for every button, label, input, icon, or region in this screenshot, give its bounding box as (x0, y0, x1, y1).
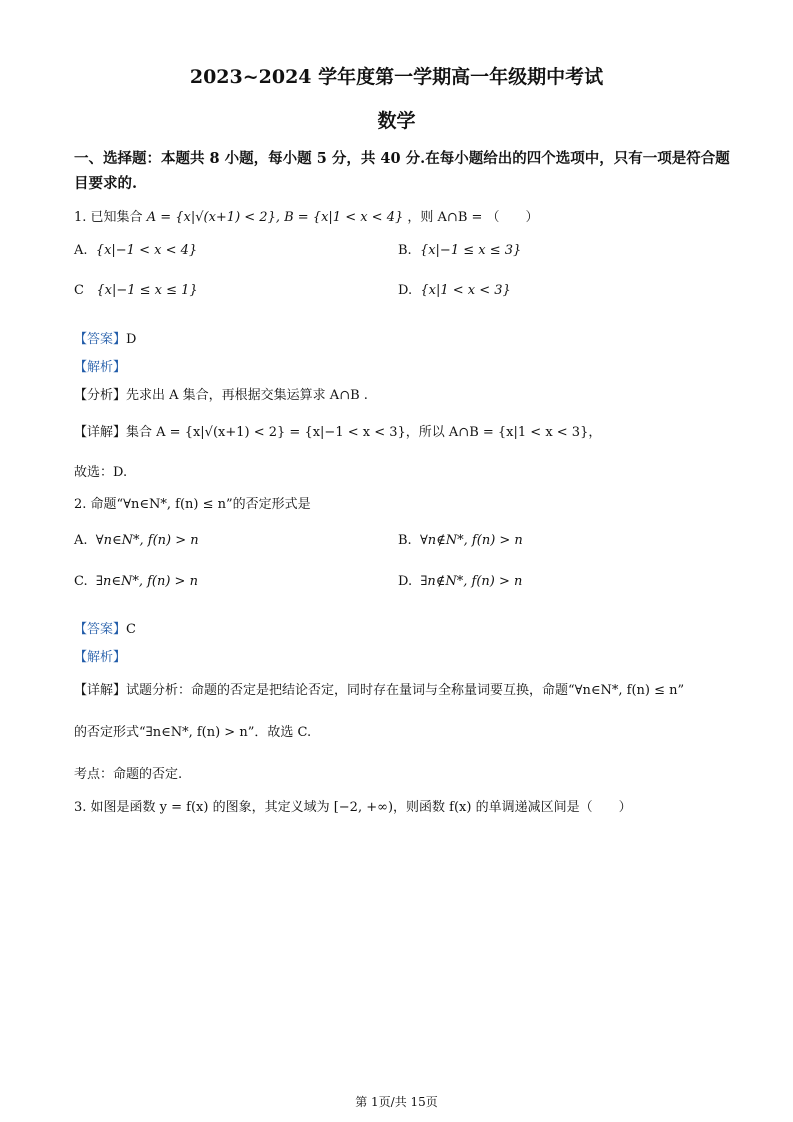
fenxi-tag: 【分析】 (74, 388, 127, 403)
q1-option-d (398, 283, 511, 298)
q2-detail-line2: 的否定形式“∃n∈N*, f(n) > n”．故选 C. (74, 725, 312, 740)
answer-value: C (126, 622, 136, 637)
q2-analysis-tag: 【解析】 (74, 650, 127, 665)
answer-tag: 【答案】 (74, 622, 127, 637)
detail-text: 试题分析：命题的否定是把结论否定，同时存在量词与全称量词要互换，命题“∀n∈N*, f(n) ≤ n” (126, 683, 685, 698)
q2-stem: 2. 命题“∀n∈N*, f(n) ≤ n”的否定形式是 (74, 497, 311, 512)
option-text: ∀n∉N*, f(n) > n (419, 533, 523, 548)
option-text: {x|−1 ≤ x ≤ 3} (419, 243, 522, 258)
exam-title: 2023~2024 学年度第一学期高一年级期中考试 (189, 66, 604, 88)
q2-detail-line1 (74, 679, 684, 698)
q2-kaodian: 考点：命题的否定. (74, 767, 183, 782)
q3-stem: 3. 如图是函数 y = f(x) 的图象，其定义域为 [−2, +∞)，则函数 f(x) 的单调递减区间是（ ） (74, 800, 632, 815)
detail-text: 集合 A = {x|√(x+1) < 2} = {x|−1 < x < 3}，所以 A∩B = {x|1 < x < 3}， (126, 425, 602, 440)
fenxi-text: 先求出 A 集合，再根据交集运算求 A∩B . (126, 388, 368, 403)
option-letter: A. (74, 243, 88, 258)
q1-option-c (74, 283, 198, 298)
option-text: ∀n∈N*, f(n) > n (95, 533, 199, 548)
q1-analysis-tag: 【解析】 (74, 360, 127, 375)
q1-stem (74, 206, 539, 225)
q1-fenxi (74, 384, 368, 403)
detail-tag: 【详解】 (74, 425, 127, 440)
q1-option-b (398, 243, 521, 258)
q2-option-b (398, 533, 523, 548)
option-text: ∃n∈N*, f(n) > n (95, 574, 198, 589)
option-letter: C. (74, 574, 88, 589)
subject-title: 数学 (377, 110, 416, 132)
answer-tag: 【答案】 (74, 332, 127, 347)
option-text: {x|−1 ≤ x ≤ 1} (96, 283, 198, 298)
option-letter: B. (398, 533, 412, 548)
q1-option-a (74, 243, 197, 258)
section-header: 一、选择题：本题共 8 小题，每小题 5 分，共 40 分.在每小题给出的四个选项中，只有一项是符合题目要求的. (74, 150, 730, 192)
option-letter: D. (398, 574, 413, 589)
q1-conclusion: 故选：D. (74, 465, 128, 480)
option-letter: A. (74, 533, 88, 548)
q2-option-d (398, 574, 522, 589)
option-text: ∃n∉N*, f(n) > n (420, 574, 523, 589)
detail-tag: 【详解】 (74, 683, 127, 698)
q1-detail (74, 421, 601, 440)
q1-stem-prefix: 1. 已知集合 (74, 210, 143, 225)
q1-stem-math: A = {x|√(x+1) < 2}, B = {x|1 < x < 4} (146, 210, 404, 225)
option-letter: C (74, 283, 84, 298)
option-text: {x|−1 < x < 4} (95, 243, 198, 258)
page-footer: 第 1页/共 15页 (355, 1095, 438, 1109)
q1-answer (74, 328, 136, 347)
q1-stem-suffix: ，则 A∩B = （ ） (407, 210, 539, 225)
q2-option-c (74, 574, 198, 589)
q2-answer (74, 618, 136, 637)
option-text: {x|1 < x < 3} (420, 283, 511, 298)
q2-option-a (74, 533, 199, 548)
option-letter: B. (398, 243, 412, 258)
answer-value: D (126, 332, 137, 347)
option-letter: D. (398, 283, 413, 298)
